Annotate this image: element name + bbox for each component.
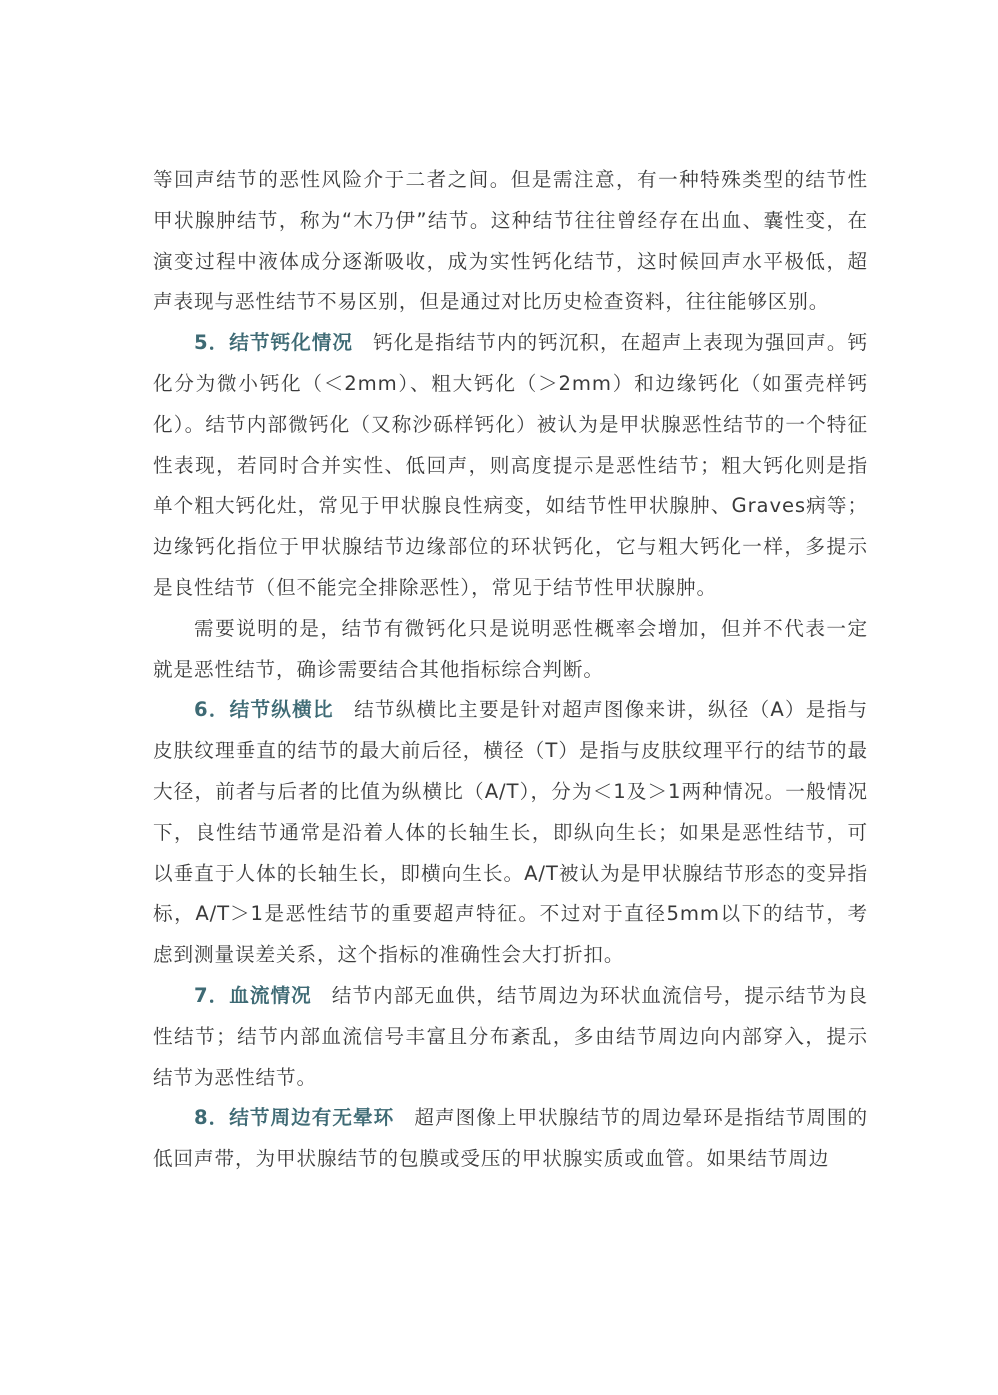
paragraph-text: 结节内部无血供，结节周边为环状血流信号，提示结节为良性结节；结节内部血流信号丰富且分布紊乱，多由结节周边向内部穿入，提示结节为恶性结节。 [153,983,868,1089]
section-heading-5: 5．结节钙化情况 [194,331,354,355]
section-6-paragraph [153,690,868,976]
section-heading-6: 6．结节纵横比 [194,698,334,722]
paragraph-text: 结节纵横比主要是针对超声图像来讲，纵径（A）是指与皮肤纹理垂直的结节的最大前后径，横径（T）是指与皮肤纹理平行的结节的最大径，前者与后者的比值为纵横比（A/T），分为＜1及＞1两种情况。一般情况下，良性结节通常是沿着人体的长轴生长，即纵向生长；如果是恶性结节，可以垂直于人体的长轴生长，即横向生长。A/T被认为是甲状腺结节形态的变异指标，A/T＞1是恶性结节的重要超声特征。不过对于直径5mm以下的结节，考虑到测量误差关系，这个指标的准确性会大打折扣。 [153,698,868,967]
paragraph-text: 超声图像上甲状腺结节的周边晕环是指结节周围的低回声带，为甲状腺结节的包膜或受压的甲状腺实质或血管。如果结节周边 [153,1106,868,1171]
document-page [153,160,868,1180]
section-heading-7: 7．血流情况 [194,983,312,1007]
paragraph-note [153,609,868,691]
paragraph-text: 需要说明的是，结节有微钙化只是说明恶性概率会增加，但并不代表一定就是恶性结节，确诊需要结合其他指标综合判断。 [153,616,868,681]
section-5-paragraph [153,323,868,609]
paragraph-text: 等回声结节的恶性风险介于二者之间。但是需注意，有一种特殊类型的结节性甲状腺肿结节，称为“木乃伊”结节。这种结节往往曾经存在出血、囊性变，在演变过程中液体成分逐渐吸收，成为实性钙化结节，这时候回声水平极低，超声表现与恶性结节不易区别，但是通过对比历史检查资料，往往能够区别。 [153,168,868,314]
paragraph-1 [153,160,868,323]
section-7-paragraph [153,976,868,1098]
section-heading-8: 8．结节周边有无晕环 [194,1106,395,1130]
paragraph-text: 钙化是指结节内的钙沉积，在超声上表现为强回声。钙化分为微小钙化（＜2mm）、粗大钙化（＞2mm）和边缘钙化（如蛋壳样钙化）。结节内部微钙化（又称沙砾样钙化）被认为是甲状腺恶性结节的一个特征性表现，若同时合并实性、低回声，则高度提示是恶性结节；粗大钙化则是指单个粗大钙化灶，常见于甲状腺良性病变，如结节性甲状腺肿、Graves病等；边缘钙化指位于甲状腺结节边缘部位的环状钙化，它与粗大钙化一样，多提示是良性结节（但不能完全排除恶性），常见于结节性甲状腺肿。 [153,331,868,599]
section-8-paragraph [153,1098,868,1180]
